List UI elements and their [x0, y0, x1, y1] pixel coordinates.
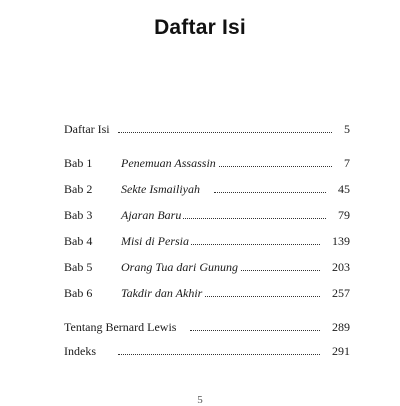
toc-entry-bab-3[interactable] — [64, 206, 350, 224]
toc-entry-bab-2[interactable] — [64, 180, 350, 198]
toc-entry-title: Ajaran Baru — [121, 208, 182, 222]
toc-entry-page: 139 — [332, 234, 350, 248]
toc-entry-label: Bab 1 — [64, 156, 93, 170]
toc-entry-label: Bab 4 — [64, 234, 93, 248]
dot-leader — [188, 244, 320, 245]
toc-entry-tentang-penulis[interactable] — [64, 318, 350, 336]
toc-entry-bab-4[interactable] — [64, 232, 350, 250]
toc-entry-label: Indeks — [64, 344, 96, 358]
toc-entry-bab-1[interactable] — [64, 154, 350, 172]
toc-entry-bab-5[interactable] — [64, 258, 350, 276]
toc-entry-page: 5 — [344, 122, 350, 136]
toc-entry-page: 289 — [332, 320, 350, 334]
toc-entry-daftar-isi[interactable] — [64, 120, 350, 138]
dot-leader — [214, 192, 326, 193]
page-title: Daftar Isi — [154, 16, 246, 39]
toc-entry-page: 291 — [332, 344, 350, 358]
toc-entry-title: Sekte Ismailiyah — [121, 182, 200, 196]
toc-entry-label: Tentang Bernard Lewis — [64, 320, 177, 334]
toc-entry-indeks[interactable] — [64, 342, 350, 360]
toc-entry-page: 79 — [338, 208, 350, 222]
dot-leader — [190, 330, 320, 331]
toc-entry-page: 203 — [332, 260, 350, 274]
toc-entry-title: Takdir dan Akhir — [121, 286, 203, 300]
dot-leader — [118, 354, 320, 355]
dot-leader — [228, 270, 320, 271]
toc-entry-title: Orang Tua dari Gunung — [121, 260, 239, 274]
toc-entry-label: Bab 6 — [64, 286, 93, 300]
dot-leader — [202, 296, 320, 297]
toc-entry-title: Misi di Persia — [121, 234, 189, 248]
toc-entry-title: Penemuan Assassin — [121, 156, 216, 170]
toc-entry-page: 257 — [332, 286, 350, 300]
toc-entry-label: Bab 5 — [64, 260, 93, 274]
dot-leader — [214, 166, 332, 167]
toc-entry-bab-6[interactable] — [64, 284, 350, 302]
toc-entry-label: Bab 2 — [64, 182, 93, 196]
toc-entry-page: 7 — [344, 156, 350, 170]
toc-entry-page: 45 — [338, 182, 350, 196]
page-number: 5 — [197, 394, 203, 406]
toc-entry-label: Bab 3 — [64, 208, 93, 222]
dot-leader — [182, 218, 326, 219]
toc-entry-label: Daftar Isi — [64, 122, 110, 136]
dot-leader — [118, 132, 332, 133]
